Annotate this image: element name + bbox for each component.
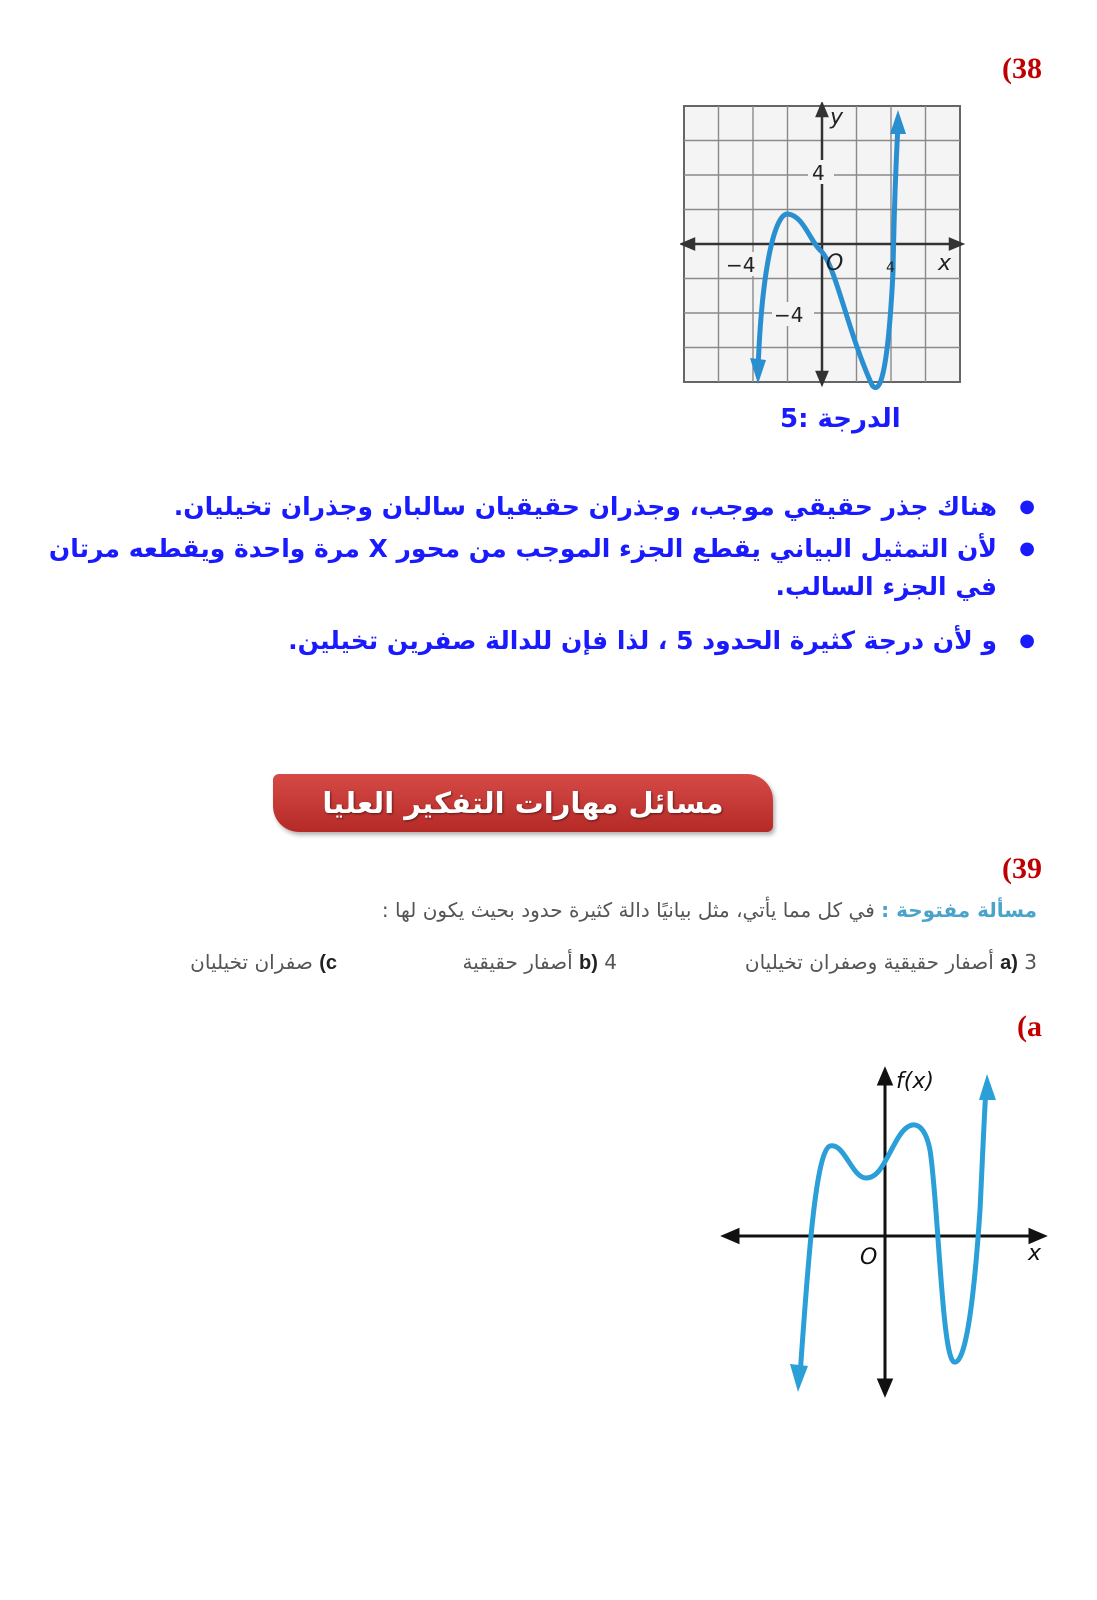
q39-prompt-lead: مسألة مفتوحة : [881, 898, 1037, 922]
q39-prompt [382, 898, 1037, 922]
q38-bullet-3: ● و لأن درجة كثيرة الحدود 5 ، لذا فإن للدالة صفرين تخيلين. [37, 622, 997, 660]
q38-bullet-1: ● هناك جذر حقيقي موجب، وجذران حقيقيان سالبان وجذران تخيليان. [37, 488, 997, 526]
q39-curve-arrow-down [790, 1364, 808, 1392]
q39-option-a [745, 950, 1037, 975]
q39-curve [800, 1088, 986, 1376]
q38-bullet-2: ● لأن التمثيل البياني يقطع الجزء الموجب من محور X مرة واحدة ويقطعه مرتان في الجزء السالب. [37, 530, 997, 606]
q39-option-b-letter: b) [579, 952, 598, 974]
q39-option-c [190, 950, 337, 975]
q39-polynomial-graph [720, 1060, 1060, 1400]
q39-curve-arrow-up [979, 1074, 996, 1100]
q38-polynomial-graph [680, 102, 970, 392]
q39-origin-label: O [860, 1245, 878, 1270]
q38-degree-label: الدرجة :5 [780, 404, 901, 434]
question-39-number: (39 [1002, 852, 1042, 885]
q39-prompt-text: في كل مما يأتي، مثل بيانيًا دالة كثيرة حدود بحيث يكون لها : [381, 898, 875, 922]
question-38-number: (38 [1002, 52, 1042, 85]
q38-x-label: x [938, 251, 952, 276]
q38-tick-y-pos: 4 [812, 161, 825, 185]
q39-option-b-text: 4 أصفار حقيقية [462, 950, 617, 974]
q38-y-label: y [830, 105, 844, 130]
banner-title: مسائل مهارات التفكير العليا [322, 786, 724, 820]
q39-option-b [463, 950, 618, 975]
q38-tick-y-neg: −4 [774, 303, 804, 327]
q38-tick-x-pos: 4 [886, 260, 895, 276]
q39-y-label: f(x) [896, 1069, 934, 1094]
q39-option-c-letter: c) [319, 952, 337, 974]
q38-tick-x-neg: −4 [726, 253, 756, 277]
q39-option-c-text: صفران تخيليان [190, 950, 313, 974]
q39-option-a-text: 3 أصفار حقيقية وصفران تخيليان [744, 950, 1037, 974]
q39-option-a-letter: a) [1000, 952, 1018, 974]
q38-answer-bullets [37, 488, 997, 664]
q39-part-a-label: (a [1017, 1010, 1042, 1043]
q39-x-label: x [1028, 1241, 1042, 1266]
higher-order-thinking-banner [273, 774, 773, 832]
q38-origin-label: O [826, 251, 844, 276]
